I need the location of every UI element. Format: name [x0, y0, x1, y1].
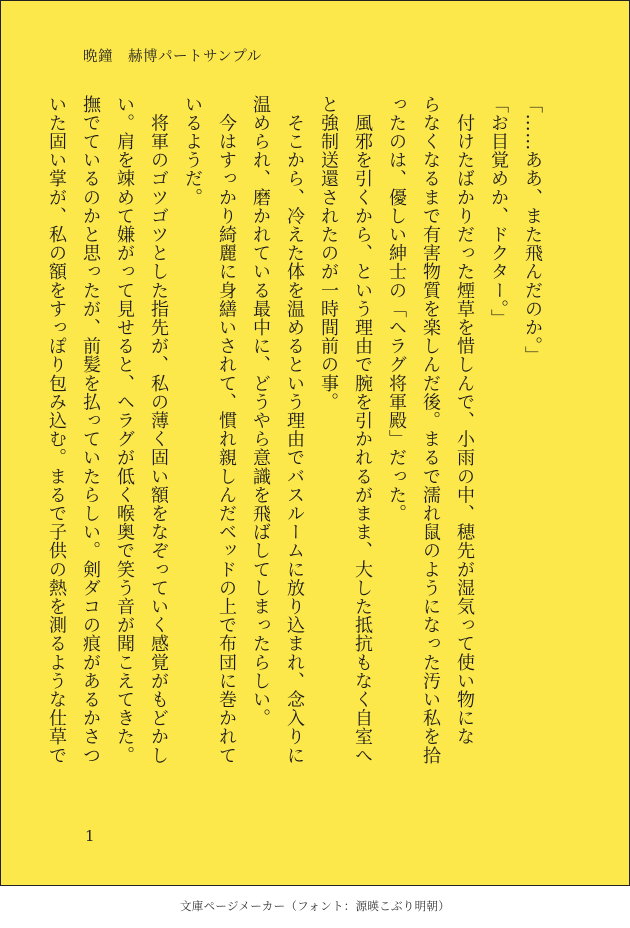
text-line: い。肩を竦めて嫌がって見せると、ヘラグが低く喉奥で笑う音が聞こえてきた。	[114, 95, 135, 765]
text-line: 「お目覚めか、ドクター。」	[488, 95, 509, 328]
text-line: 「……ああ、また飛んだのか。」	[522, 95, 543, 365]
text-line: ったのは、優しい紳士の「ヘラグ将軍殿」だった。	[386, 95, 407, 523]
text-line: 風邪を引くから、という理由で腕を引かれるがまま、大した抵抗もなく自室へ	[352, 95, 373, 765]
text-line: らなくなるまで有害物質を楽しんだ後。まるで濡れ鼠のようになった汚い私を拾	[420, 95, 441, 765]
text-line: いた固い掌が、私の額をすっぽり包み込む。まるで子供の熱を測るような仕草で	[46, 95, 67, 765]
text-line: 今はすっかり綺麗に身繕いされて、慣れ親しんだベッドの上で布団に巻かれて	[216, 95, 237, 765]
running-header: 晩鐘 赫博パートサンプル	[83, 49, 262, 65]
page-number: 1	[85, 827, 95, 845]
text-line: 撫でているのかと思ったが、前髪を払っていたらしい。剣ダコの痕があるかさつ	[80, 95, 101, 765]
text-line: 将軍のゴツゴツとした指先が、私の薄く固い額をなぞっていく感覚がもどかし	[148, 95, 169, 765]
text-line: と強制送還されたのが一時間前の事。	[318, 95, 339, 412]
text-line: そこから、冷えた体を温めるという理由でバスルームに放り込まれ、念入りに	[284, 95, 305, 765]
footer-credit: 文庫ページメーカー（フォント：源暎こぶり明朝）	[179, 899, 451, 913]
vertical-body-text	[39, 95, 549, 807]
text-line: いるようだ。	[182, 95, 203, 207]
text-line: 付けたばかりだった煙草を惜しんで、小雨の中、穂先が湿気って使い物にな	[454, 95, 475, 746]
text-line: 温められ、磨かれている最中に、どうやら意識を飛ばしてしまったらしい。	[250, 95, 271, 728]
